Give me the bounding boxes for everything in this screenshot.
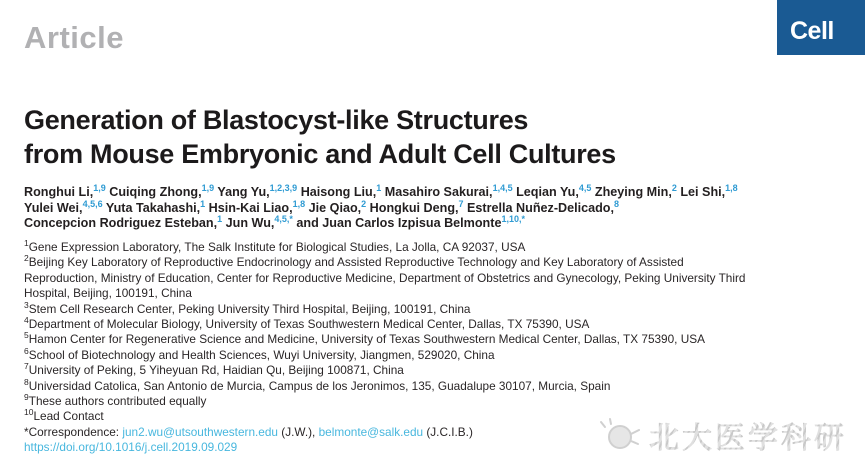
author-name: Hsin-Kai Liao, bbox=[208, 200, 293, 215]
affiliation-superscript: 10 bbox=[24, 407, 34, 418]
author-name: Ronghui Li, bbox=[24, 185, 94, 199]
watermark bbox=[599, 413, 847, 457]
author-superscript: 1,8 bbox=[725, 182, 738, 193]
author-superscript: 1,9 bbox=[201, 182, 215, 193]
author-name: and Juan Carlos Izpisua Belmonte bbox=[296, 216, 502, 231]
affiliation-line: $^8$Universidad Catolica, San Antonio de Murcia, Campus de los Jeronimos, 135, Guadalupe 30107, Murcia, Spain bbox=[24, 376, 611, 393]
affiliation-superscript: 7 bbox=[24, 361, 29, 372]
affiliation-line: $^1$Gene Expression Laboratory, The Salk Institute for Biological Studies, La Jolla, CA 92037, USA bbox=[24, 238, 526, 254]
author-name: Hongkui Deng, bbox=[369, 200, 459, 215]
doi-link[interactable]: https://doi.org/10.1016/j.cell.2019.09.029 bbox=[24, 440, 238, 455]
email-link-jcib[interactable]: belmonte@salk.edu bbox=[318, 424, 424, 439]
affiliation-superscript: 5 bbox=[24, 330, 29, 341]
affiliation-list bbox=[24, 240, 745, 425]
author-superscript: 1 bbox=[200, 198, 206, 209]
affiliation-superscript: 8 bbox=[24, 376, 29, 387]
author-name: Masahiro Sakurai, bbox=[384, 185, 493, 199]
affiliation-superscript: 2 bbox=[24, 253, 29, 264]
paper-title-line1: Generation of Blastocyst-like Structures bbox=[24, 105, 529, 135]
author-line bbox=[24, 182, 738, 201]
author-name: Yulei Wei, bbox=[24, 200, 83, 215]
author-superscript: 2 bbox=[671, 182, 677, 193]
author-superscript: 2 bbox=[361, 198, 367, 209]
affiliation-superscript: 4 bbox=[24, 315, 29, 326]
author-name: Leqian Yu, bbox=[516, 185, 579, 199]
author-name: Jie Qiao, bbox=[308, 200, 362, 215]
author-name: Yuta Takahashi, bbox=[105, 200, 201, 215]
correspondence-initials-jcib: (J.C.I.B.) bbox=[423, 424, 473, 439]
megaphone-icon bbox=[599, 417, 641, 453]
author-superscript: 1 bbox=[376, 182, 382, 193]
author-name: Lei Shi, bbox=[680, 185, 726, 199]
author-line bbox=[24, 216, 738, 232]
affiliation-superscript: 6 bbox=[24, 345, 29, 356]
affiliation-line: Reproduction, Ministry of Education, Center for Reproductive Medicine, Department of Obstetrics and Gynecology, Peking University Third bbox=[24, 270, 746, 285]
paper-title-line2: from Mouse Embryonic and Adult Cell Cultures bbox=[24, 139, 616, 169]
affiliation-line: $^3$Stem Cell Research Center, Peking University Third Hospital, Beijing, 100191, China bbox=[24, 299, 471, 316]
author-superscript: 4,5,* bbox=[274, 214, 293, 224]
affiliation-line: $^7$University of Peking, 5 Yiheyuan Rd, Haidian Qu, Beijing 100871, China bbox=[24, 361, 404, 378]
affiliation-line: $^5$Hamon Center for Regenerative Science and Medicine, University of Texas Southwestern Medical Center, Dallas, TX 75390, USA bbox=[24, 330, 705, 347]
author-superscript: 1,9 bbox=[93, 182, 106, 193]
author-superscript: 1,4,5 bbox=[492, 182, 513, 193]
author-name: Haisong Liu, bbox=[300, 185, 377, 199]
author-superscript: 7 bbox=[458, 198, 464, 209]
affiliation-line: $^2$Beijing Key Laboratory of Reproductive Endocrinology and Assisted Reproductive Technology and Key Laboratory of Assisted bbox=[24, 253, 684, 270]
affiliation-superscript: 3 bbox=[24, 299, 29, 310]
author-superscript: 4,5,6 bbox=[82, 198, 103, 209]
author-superscript: 4,5 bbox=[578, 182, 592, 193]
author-name: Estrella Nuñez-Delicado, bbox=[467, 200, 614, 215]
author-superscript: 1,8 bbox=[292, 198, 306, 209]
correspondence-prefix: *Correspondence: bbox=[24, 424, 123, 439]
journal-name: Cell bbox=[790, 16, 834, 45]
paper-title bbox=[24, 103, 616, 171]
affiliation-line: $^4$Department of Molecular Biology, University of Texas Southwestern Medical Center, Dallas, TX 75390, USA bbox=[24, 315, 590, 332]
author-name: Jun Wu, bbox=[225, 216, 275, 231]
author-superscript: 8 bbox=[614, 198, 620, 209]
affiliation-line: $^6$School of Biotechnology and Health Sciences, Wuyi University, Jiangmen, 529020, China bbox=[24, 345, 495, 362]
journal-logo bbox=[777, 0, 865, 55]
author-superscript: 1 bbox=[217, 214, 223, 224]
article-type-label: Article bbox=[24, 20, 124, 55]
author-name: Cuiqing Zhong, bbox=[109, 185, 202, 199]
correspondence-initials-jw: (J.W.), bbox=[277, 424, 319, 439]
author-superscript: 1,10,* bbox=[501, 214, 525, 224]
affiliation-superscript: 9 bbox=[24, 392, 29, 403]
affiliation-line: $^9$These authors contributed equally bbox=[24, 392, 207, 409]
author-name: Yang Yu, bbox=[217, 185, 270, 199]
affiliation-line: Hospital, Beijing, 100191, China bbox=[24, 286, 192, 301]
watermark-text: 北大医学科研 bbox=[649, 413, 847, 457]
affiliation-superscript: 1 bbox=[24, 238, 29, 249]
email-link-jw[interactable]: jun2.wu@utsouthwestern.edu bbox=[122, 424, 278, 439]
author-name: Zheying Min, bbox=[594, 185, 672, 199]
author-line bbox=[24, 198, 738, 217]
author-name: Concepcion Rodriguez Esteban, bbox=[24, 216, 218, 231]
author-superscript: 1,2,3,9 bbox=[269, 182, 298, 193]
affiliation-line: $^{10}$Lead Contact bbox=[24, 407, 104, 424]
author-list bbox=[24, 182, 738, 232]
